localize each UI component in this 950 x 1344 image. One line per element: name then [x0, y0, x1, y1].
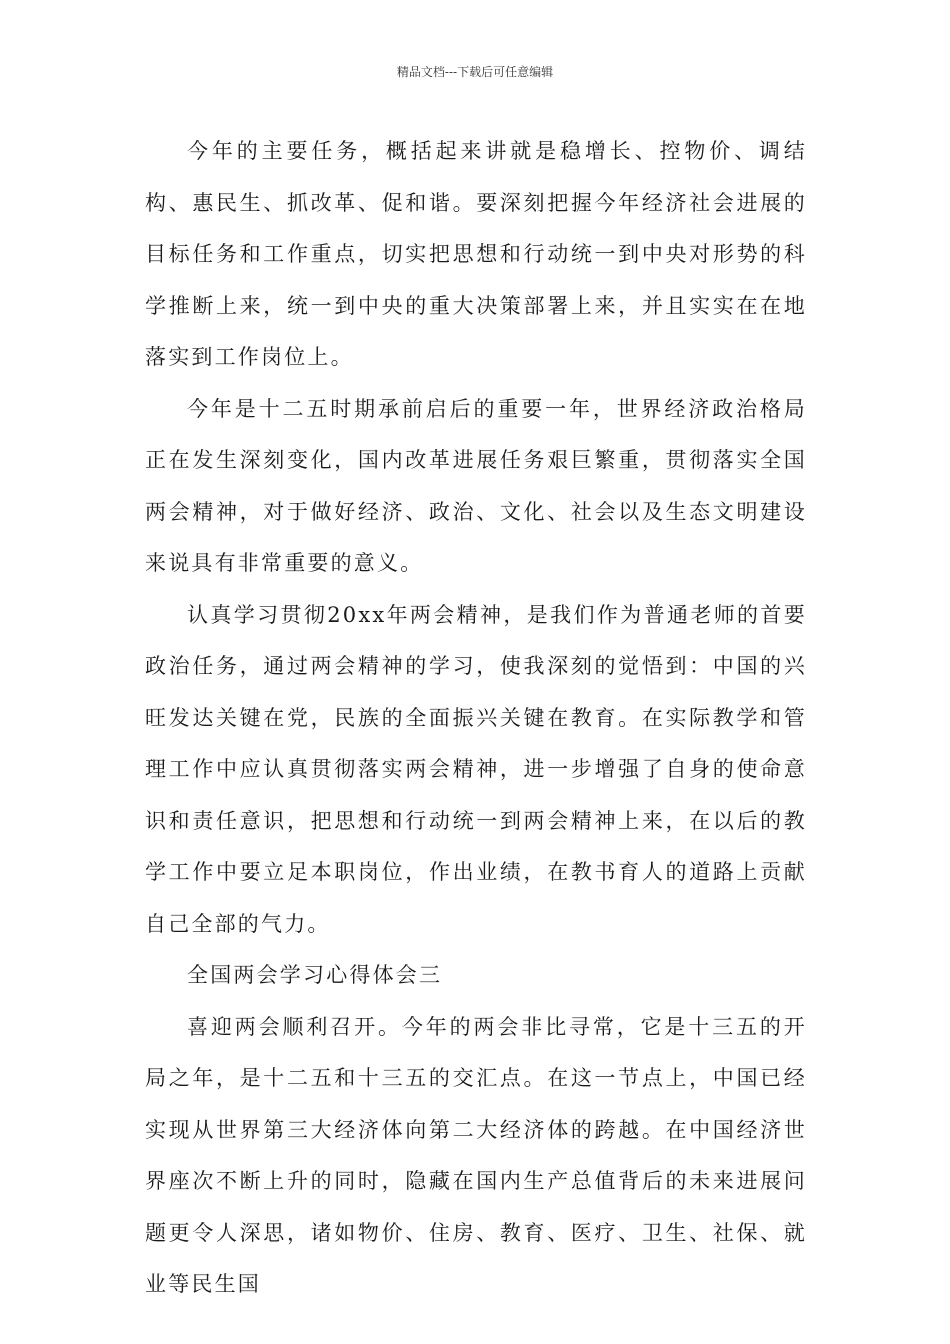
paragraph-study-spirit: 认真学习贯彻20xx年两会精神，是我们作为普通老师的首要政治任务，通过两会精神的学习，使我深刻的觉悟到：中国的兴旺发达关键在党，民族的全面振兴关键在教育。在实际教学和管理工作中应认真贯彻落实两会精神，进一步增强了自身的使命意识和责任意识，把思想和行动统一到两会精神上来，在以后的教学工作中要立足本职岗位，作出业绩，在教书育人的道路上贡献自己全部的气力。 — [145, 602, 807, 936]
page-header: 精品文档---下载后可任意编辑 — [396, 65, 554, 79]
paragraph-twelfth-five-year: 今年是十二五时期承前启后的重要一年，世界经济政治格局正在发生深刻变化，国内改革进展任务艰巨繁重，贯彻落实全国两会精神，对于做好经济、政治、文化、社会以及生态文明建设来说具有非常重要的意义。 — [145, 396, 807, 575]
paragraph-main-tasks: 今年的主要任务，概括起来讲就是稳增长、控物价、调结构、惠民生、抓改革、促和谐。要深刻把握今年经济社会进展的目标任务和工作重点，切实把思想和行动统一到中央对形势的科学推断上来，统一到中央的重大决策部署上来，并且实实在在地落实到工作岗位上。 — [145, 139, 807, 369]
document-body — [145, 126, 807, 1311]
section-heading: 全国两会学习心得体会三 — [187, 963, 443, 987]
paragraph-welcome-sessions: 喜迎两会顺利召开。今年的两会非比寻常，它是十三五的开局之年，是十二五和十三五的交汇点。在这一节点上，中国已经实现从世界第三大经济体向第二大经济体的跨越。在中国经济世界座次不断上升的同时，隐藏在国内生产总值背后的未来进展问题更令人深思，诸如物价、住房、教育、医疗、卫生、社保、就业等民生国 — [145, 1014, 807, 1296]
